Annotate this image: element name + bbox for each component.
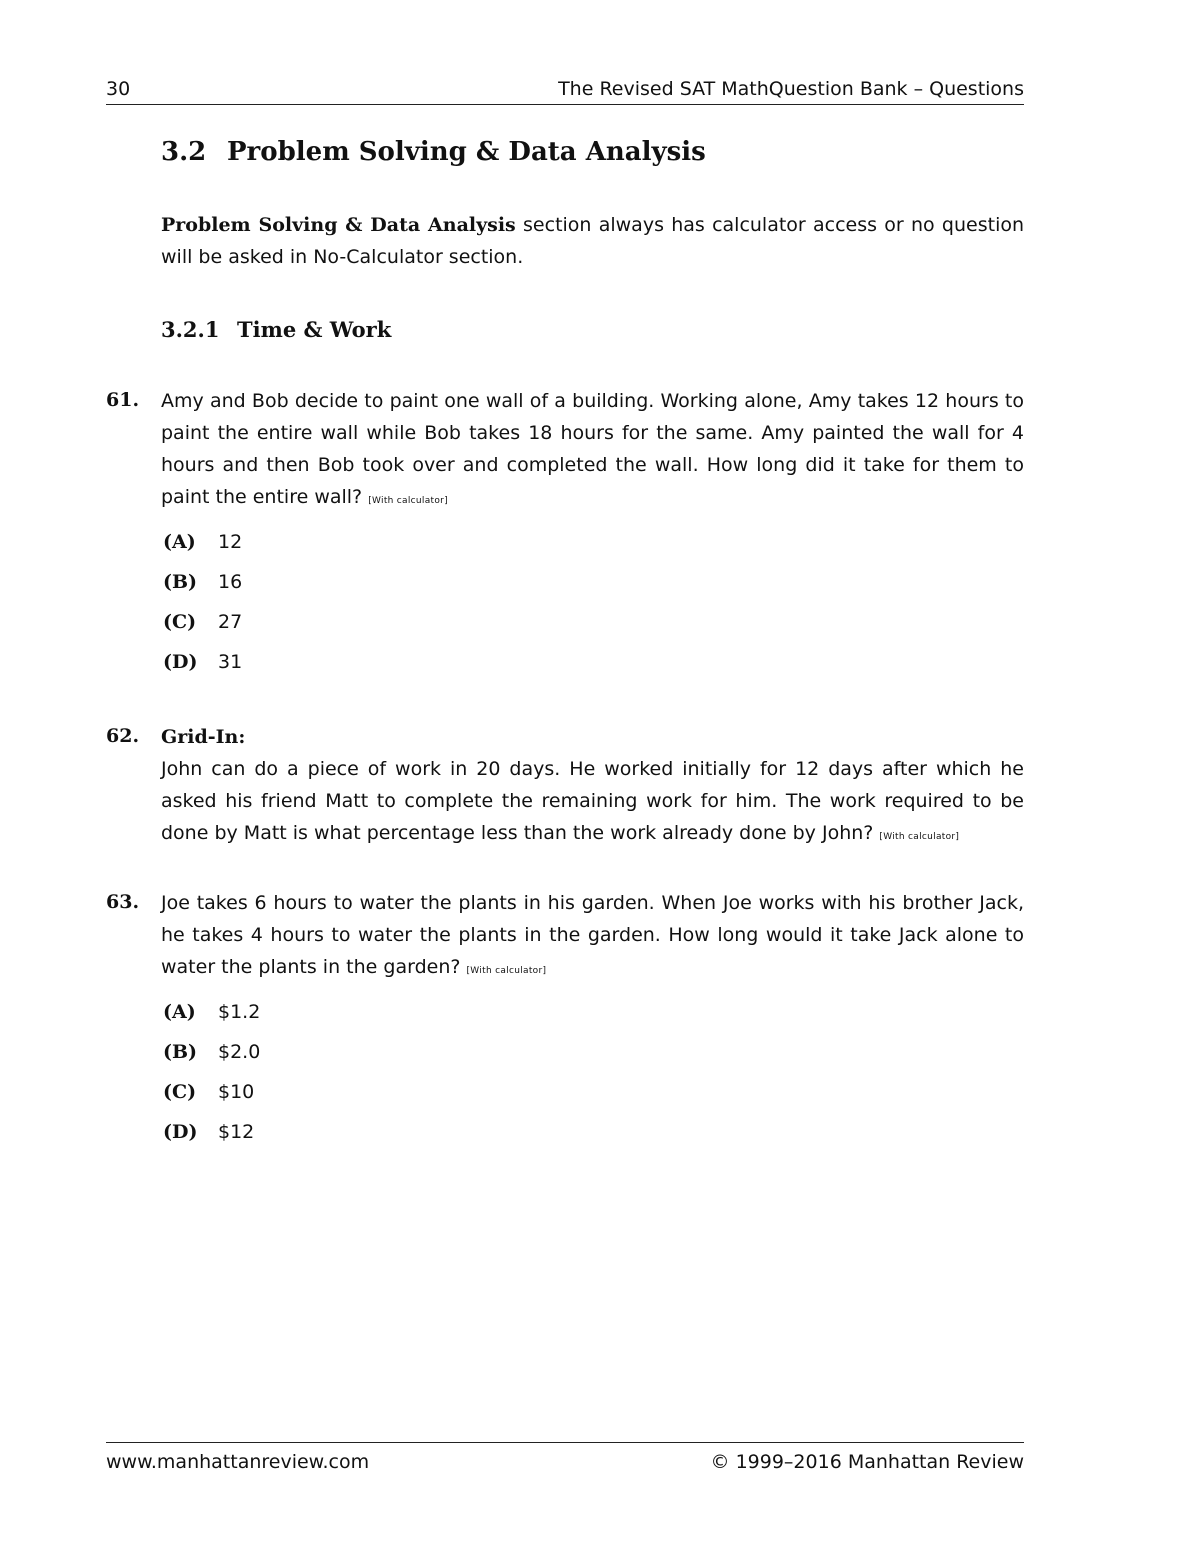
choice-value: 31 — [218, 651, 243, 673]
choice-label: (B) — [163, 571, 198, 593]
subsection-number: 3.2.1 — [161, 317, 220, 342]
question-body: John can do a piece of work in 20 days. He worked initially for 12 days after which he asked his friend Matt to complete the remaining work for him. The work required to be done by Matt is what percentage less than the work already done by John? — [161, 758, 1024, 844]
choice-value: $1.2 — [218, 1001, 261, 1023]
question-number: 62. — [106, 725, 140, 747]
choice-label: (C) — [163, 1081, 197, 1103]
question-number: 61. — [106, 389, 140, 411]
calculator-note: [With calculator] — [879, 832, 960, 842]
choice-value: 12 — [218, 531, 243, 553]
header-title: The Revised SAT MathQuestion Bank – Questions — [558, 78, 1024, 100]
section-number: 3.2 — [161, 137, 207, 167]
section-intro — [161, 209, 1024, 273]
choice-label: (B) — [163, 1041, 198, 1063]
question-text — [161, 721, 1024, 853]
footer-url[interactable]: www.manhattanreview.com — [106, 1451, 370, 1473]
question-text — [161, 887, 1024, 987]
page-footer — [106, 1442, 1024, 1483]
choice-value: $2.0 — [218, 1041, 261, 1063]
question-number: 63. — [106, 891, 140, 913]
calculator-note: [With calculator] — [466, 966, 547, 976]
choice-label: (A) — [163, 1001, 196, 1023]
question-body: Amy and Bob decide to paint one wall of a building. Working alone, Amy takes 12 hours to paint the entire wall while Bob takes 18 hours for the same. Amy painted the wall for 4 hours and then Bob took over and completed the wall. How long did it take for them to paint the entire wall? — [161, 390, 1024, 508]
section-heading — [161, 137, 706, 167]
choice-value: 16 — [218, 571, 243, 593]
choice-value: 27 — [218, 611, 243, 633]
running-header — [106, 76, 1024, 105]
question-body: Joe takes 6 hours to water the plants in his garden. When Joe works with his brother Jack, he takes 4 hours to water the plants in the garden. How long would it take Jack alone to water the plants in the garden? — [161, 892, 1024, 978]
choice-value: $12 — [218, 1121, 255, 1143]
subsection-heading — [161, 317, 391, 342]
question-text — [161, 385, 1024, 517]
intro-text: section always has calculator access or no question will be asked in No-Calculator section. — [161, 214, 1025, 268]
choice-label: (C) — [163, 611, 197, 633]
footer-copyright: © 1999–2016 Manhattan Review — [710, 1451, 1024, 1473]
intro-bold-term: Problem Solving & Data Analysis — [161, 214, 516, 236]
choice-label: (D) — [163, 651, 198, 673]
choice-label: (D) — [163, 1121, 198, 1143]
subsection-title: Time & Work — [237, 317, 392, 342]
grid-in-label: Grid-In: — [161, 726, 246, 748]
section-title: Problem Solving & Data Analysis — [227, 137, 706, 167]
page-number: 30 — [106, 78, 131, 100]
calculator-note: [With calculator] — [368, 496, 448, 506]
choice-value: $10 — [218, 1081, 255, 1103]
choice-label: (A) — [163, 531, 196, 553]
